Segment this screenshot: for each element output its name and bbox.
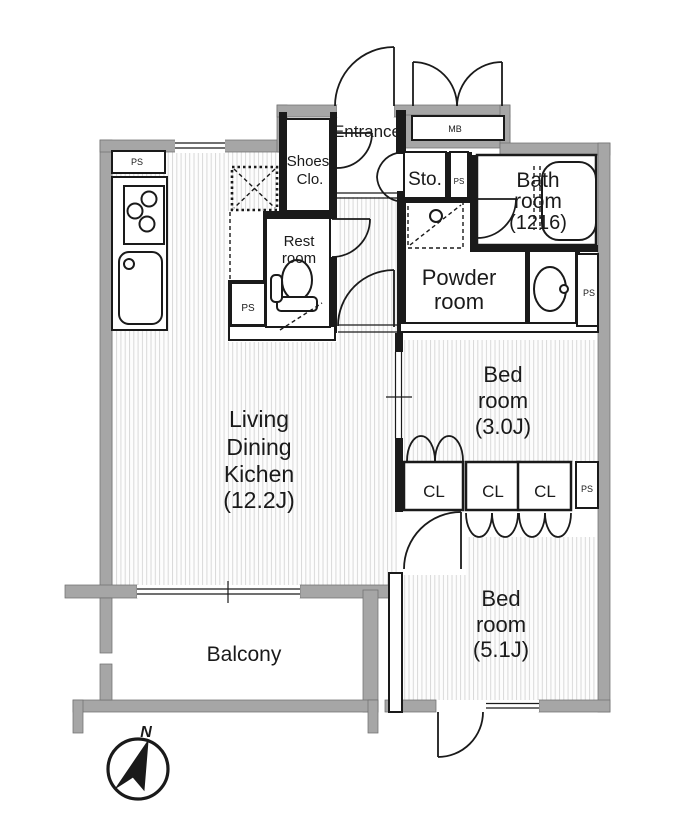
storage-label: Sto. — [408, 169, 442, 190]
meter-box-door-arc — [457, 62, 502, 106]
closet2-bifold-arc — [492, 513, 518, 537]
wall-segment — [368, 700, 378, 733]
compass-needle-icon — [116, 741, 148, 790]
toilet-cistern — [271, 275, 282, 302]
bedroom3-label-line2: room — [477, 388, 529, 413]
faucet-icon — [124, 259, 134, 269]
wall-segment — [65, 585, 137, 598]
entrance-label: Entrance — [332, 122, 402, 141]
toilet-seat — [277, 297, 317, 311]
bathroom-label-line2: room — [514, 190, 562, 213]
restroom-label-line1: Rest — [283, 233, 315, 250]
bedroom5-window — [486, 700, 539, 712]
burner-icon — [140, 217, 155, 232]
bedroom3-top-wall — [400, 323, 598, 332]
closet1-label: CL — [423, 482, 445, 501]
shoes-closet-label-line1: Shoes — [286, 153, 330, 170]
bedroom3-label-line3: (3.0J) — [474, 414, 532, 439]
kitchen-window — [175, 139, 225, 153]
ldk-label-line3: Kichen — [223, 461, 295, 487]
wall-segment — [539, 700, 610, 712]
powder-room-label-line2: room — [433, 289, 485, 314]
wall-segment — [500, 143, 610, 155]
compass — [108, 724, 168, 799]
burner-icon — [128, 204, 143, 219]
wall-segment — [395, 436, 403, 512]
wall-segment — [100, 598, 112, 653]
pipe-space-label: PS — [582, 288, 596, 298]
entrance-door-arc — [335, 47, 394, 106]
pipe-space-label: PS — [241, 303, 255, 314]
meter-box-label: MB — [448, 124, 462, 134]
closet3-bifold-arc — [545, 513, 571, 537]
powder-room-label-line1: Powder — [421, 265, 497, 290]
pipe-space-label: PS — [130, 157, 144, 167]
shoes-closet-label-line2: Clo. — [296, 171, 324, 188]
pipe-space-label: PS — [580, 484, 594, 494]
bedroom5-floor-left — [402, 575, 466, 700]
ldk-window — [137, 585, 300, 598]
wall-segment — [73, 700, 83, 733]
wall-segment — [100, 140, 112, 598]
balcony-label: Balcony — [206, 643, 282, 666]
bedroom5-left-wall — [389, 573, 402, 712]
bathroom-label-line1: Bath — [516, 169, 560, 192]
north-label: N — [140, 724, 152, 741]
bedroom5-label-line3: (5.1J) — [472, 637, 530, 662]
bathroom-label-line3: (1216) — [509, 212, 567, 234]
ldk-label-line4: (12.2J) — [223, 487, 295, 513]
ldk-label-line1: Living — [228, 406, 290, 432]
bedroom5-label-line1: Bed — [481, 586, 521, 611]
wall-segment — [100, 664, 112, 700]
wall-segment — [263, 211, 330, 218]
entrance-door-opening — [337, 105, 394, 117]
wall-segment — [397, 191, 406, 333]
wall-segment — [363, 590, 378, 712]
washer-valve-icon — [430, 210, 442, 222]
restroom-label-line2: room — [281, 250, 317, 267]
wall-segment — [598, 143, 610, 712]
faucet-icon — [560, 285, 568, 293]
closet3-label: CL — [534, 482, 556, 501]
wall-segment — [330, 257, 337, 333]
pipe-space-label: PS — [453, 177, 465, 186]
wall-segment — [525, 252, 530, 330]
bedroom3-label-line1: Bed — [483, 362, 523, 387]
pipe-space-storage-box — [450, 152, 468, 198]
burner-icon — [142, 192, 157, 207]
closet3-bifold-arc — [519, 513, 545, 537]
ldk-label-line2: Dining — [226, 434, 292, 460]
bedroom5-label-line2: room — [475, 612, 527, 637]
bedroom5-door-arc — [404, 512, 461, 569]
wall-segment — [395, 333, 403, 354]
meter-box-door-arc — [413, 62, 457, 106]
wall-segment — [73, 700, 378, 712]
bedroom5-exterior-door-arc — [438, 712, 483, 757]
wall-segment — [300, 585, 397, 598]
closet2-bifold-arc — [466, 513, 492, 537]
closet2-label: CL — [482, 482, 504, 501]
